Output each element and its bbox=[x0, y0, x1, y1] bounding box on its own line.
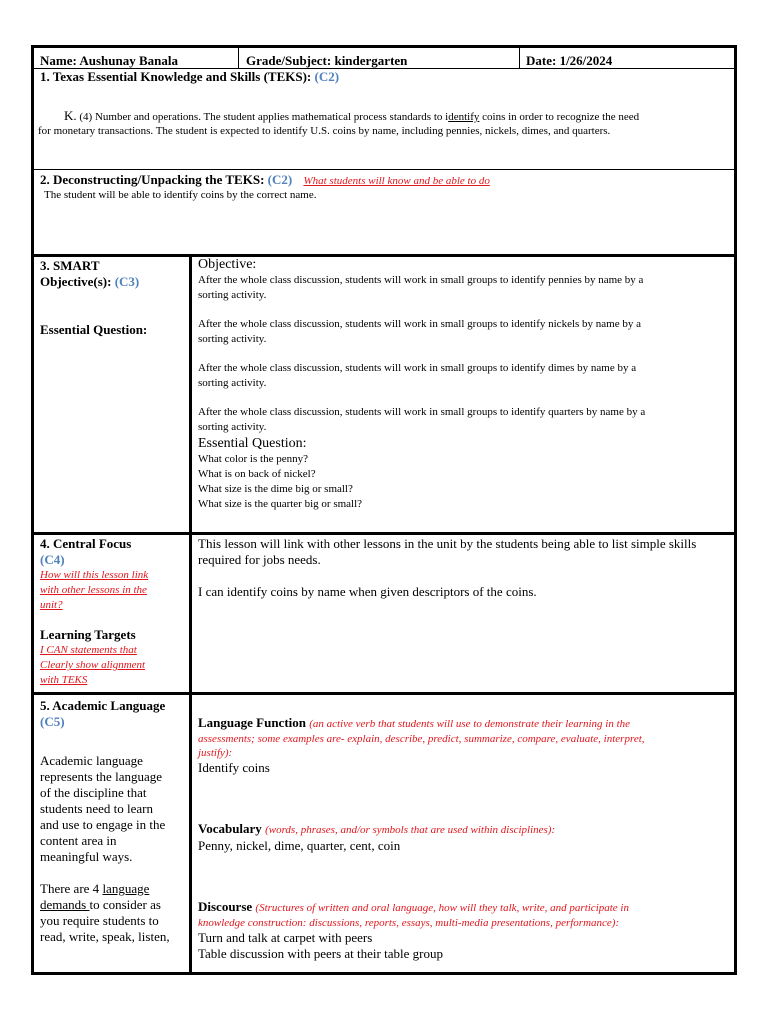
section-3-title-line: 3. SMART bbox=[40, 258, 100, 273]
description-line: content area in bbox=[40, 833, 117, 848]
column-divider bbox=[189, 695, 192, 975]
language-function-hint: (an active verb that students will use to demonstrate their learning in the bbox=[309, 718, 631, 730]
learning-target-statement: I can identify coins by name when given descriptors of the coins. bbox=[198, 584, 537, 599]
section-2-hint: know and be able to do bbox=[387, 175, 490, 187]
objective-4: After the whole class discussion, students will work in small groups to identify quarters by name by a bbox=[198, 406, 646, 418]
central-focus-text-cont: required for jobs needs. bbox=[198, 552, 321, 567]
section-2-title-text: 2. Deconstructing/Unpacking the TEKS: bbox=[40, 172, 268, 187]
grade-subject-field: Grade/Subject: kindergarten bbox=[246, 53, 408, 68]
section-2-code: (C2) bbox=[267, 172, 293, 187]
section-4-hint: with other lessons in the bbox=[40, 584, 147, 596]
objective-2: After the whole class discussion, students will work in small groups to identify nickels by name by a bbox=[198, 318, 641, 330]
essential-question-item: What color is the penny? bbox=[198, 453, 308, 465]
header-divider bbox=[238, 48, 239, 68]
section-2-body: The student will be able to identify coins by the correct name. bbox=[44, 189, 317, 201]
teks-text-underlined: dentify bbox=[448, 111, 480, 123]
essential-question-item: What is on back of nickel? bbox=[198, 468, 316, 480]
description-line: students need to learn bbox=[40, 801, 153, 816]
section-4-hint: unit? bbox=[40, 599, 63, 611]
section-2-title bbox=[40, 172, 490, 189]
language-demands-underlined: language bbox=[102, 881, 150, 896]
description-line: and use to engage in the bbox=[40, 817, 166, 832]
objective-3-cont: sorting activity. bbox=[198, 377, 267, 389]
vocabulary-body: Penny, nickel, dime, quarter, cent, coin bbox=[198, 838, 401, 853]
teks-statement bbox=[64, 108, 639, 125]
section-3-title-line: Objective(s): bbox=[40, 274, 115, 289]
description-line: to consider as bbox=[89, 897, 161, 912]
objective-3: After the whole class discussion, students will work in small groups to identify dimes by name by a bbox=[198, 362, 637, 374]
lesson-plan-page bbox=[31, 45, 737, 975]
learning-targets-hint: I CAN statements that bbox=[40, 644, 137, 656]
language-function-title: Language Function bbox=[198, 715, 310, 730]
discourse-title: Discourse bbox=[198, 899, 256, 914]
teks-statement-line2: for monetary transactions. The student is expected to identify U.S. coins by name, including pennies, nickels, dimes, and quarters. bbox=[38, 125, 611, 137]
teks-lead: K. bbox=[64, 108, 77, 123]
academic-language-description bbox=[40, 753, 188, 865]
objective-2-cont: sorting activity. bbox=[198, 333, 267, 345]
column-divider bbox=[189, 535, 192, 692]
language-function-hint: justify): bbox=[198, 747, 233, 759]
central-focus-text: This lesson will link with other lessons in the unit by the students being able to list simple skills bbox=[198, 536, 697, 551]
description-line: meaningful ways. bbox=[40, 849, 133, 864]
discourse-body: Table discussion with peers at their table group bbox=[198, 946, 443, 961]
section-4-hint: How will this lesson link bbox=[40, 569, 149, 581]
objective-1: After the whole class discussion, students will work in small groups to identify pennies by name by a bbox=[198, 274, 644, 286]
learning-targets-hint: with TEKS bbox=[40, 674, 88, 686]
language-demands-description bbox=[40, 881, 188, 945]
learning-targets-title: Learning Targets bbox=[40, 627, 136, 642]
language-function-body: Identify coins bbox=[198, 760, 270, 775]
row-divider-thick bbox=[34, 692, 734, 695]
description-line: Academic language bbox=[40, 753, 143, 768]
section-1-code: (C2) bbox=[314, 69, 340, 84]
description-line: you require students to bbox=[40, 913, 159, 928]
section-5-title: 5. Academic Language bbox=[40, 698, 166, 713]
section-4-left bbox=[40, 536, 186, 688]
vocabulary-hint: (words, phrases, and/or symbols that are used within disciplines): bbox=[265, 824, 556, 836]
section-1-title bbox=[40, 69, 339, 85]
column-divider bbox=[189, 257, 192, 533]
objective-1-cont: sorting activity. bbox=[198, 289, 267, 301]
section-4-title: 4. Central Focus bbox=[40, 536, 132, 551]
description-line: represents the language bbox=[40, 769, 163, 784]
section-3-code: (C3) bbox=[114, 274, 140, 289]
language-function-hint: assessments; some examples are- explain, describe, predict, summarize, compare, evaluate, interpret, bbox=[198, 733, 645, 745]
objective-4-cont: sorting activity. bbox=[198, 421, 267, 433]
date-field: Date: 1/26/2024 bbox=[526, 53, 613, 68]
vocabulary-title: Vocabulary bbox=[198, 821, 266, 836]
section-5-code: (C5) bbox=[40, 714, 65, 729]
discourse-hint: (Structures of written and oral language, how will they talk, write, and participate in bbox=[255, 902, 629, 914]
learning-targets-hint: Clearly show alignment bbox=[40, 659, 146, 671]
section-5-left bbox=[40, 698, 188, 945]
section-2-hint: What students will bbox=[303, 175, 388, 187]
teks-text: (4) Number and operations. The student applies mathematical process standards to i bbox=[76, 111, 449, 123]
section-1-title-text: 1. Texas Essential Knowledge and Skills (TEKS): bbox=[40, 69, 315, 84]
discourse-body: Turn and talk at carpet with peers bbox=[198, 930, 373, 945]
name-field: Name: Aushunay Banala bbox=[40, 53, 178, 68]
essential-question-label: Essential Question: bbox=[40, 322, 148, 337]
essential-question-heading: Essential Question: bbox=[198, 436, 307, 451]
language-demands-underlined: demands bbox=[40, 897, 90, 912]
description-line: read, write, speak, listen, bbox=[40, 929, 170, 944]
objective-label: Objective: bbox=[198, 257, 257, 272]
essential-question-item: What size is the dime big or small? bbox=[198, 483, 353, 495]
essential-question-item: What size is the quarter big or small? bbox=[198, 498, 363, 510]
description-line: of the discipline that bbox=[40, 785, 147, 800]
discourse-hint: knowledge construction: discussions, reports, essays, multi-media presentations, performance): bbox=[198, 917, 620, 929]
objectives-column bbox=[198, 256, 728, 512]
row-divider bbox=[34, 169, 734, 170]
header-divider bbox=[519, 48, 520, 68]
section-4-right bbox=[198, 536, 733, 600]
teks-text: coins in order to recognize the need bbox=[479, 111, 640, 123]
row-divider-thick bbox=[34, 532, 734, 535]
section-5-right bbox=[198, 715, 728, 962]
section-4-code: (C4) bbox=[40, 552, 65, 567]
section-3-title bbox=[40, 258, 139, 290]
description-line: There are 4 bbox=[40, 881, 103, 896]
